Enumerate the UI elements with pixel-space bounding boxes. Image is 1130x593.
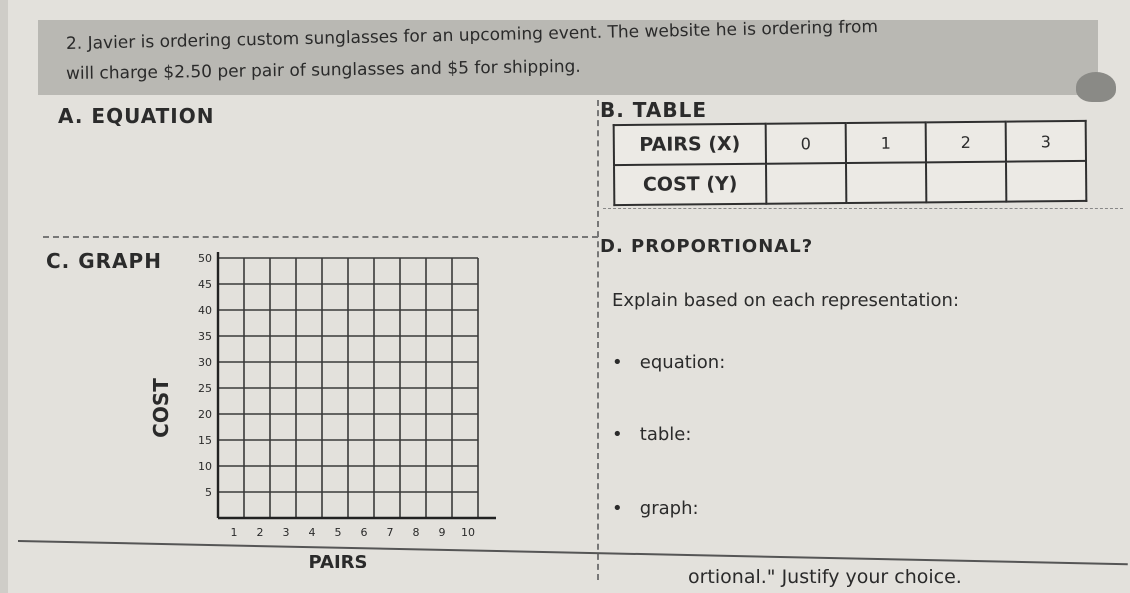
cost-header: COST (Y) [614, 164, 766, 205]
problem-text-line-1: 2. Javier is ordering custom sunglasses for an upcoming event. The website he is ordering from [65, 16, 879, 54]
page-corner-mark [1076, 72, 1116, 102]
x-tick-label: 4 [308, 526, 316, 539]
worksheet [8, 0, 1130, 593]
left-section-divider [43, 236, 598, 238]
y-tick-label: 10 [198, 460, 212, 473]
y-value-cell[interactable] [926, 162, 1006, 203]
table-row [614, 161, 1086, 205]
graph-section-title: C. GRAPH [46, 249, 162, 273]
y-value-cell[interactable] [766, 163, 846, 204]
pairs-header: PAIRS (X) [614, 124, 766, 165]
bullet-equation-label: equation: [639, 352, 726, 373]
x-value-cell: 2 [926, 122, 1006, 163]
bullet-equation: • equation: [612, 352, 726, 373]
x-axis-label: PAIRS [308, 552, 368, 568]
right-section-divider [603, 208, 1123, 209]
bullet-table-label: table: [639, 424, 692, 445]
y-tick-label: 5 [205, 486, 212, 499]
proportional-section-title: D. PROPORTIONAL? [600, 236, 814, 257]
y-tick-label: 45 [198, 278, 212, 291]
values-table [613, 120, 1088, 206]
x-tick-label: 10 [461, 526, 475, 539]
y-tick-label: 25 [198, 382, 212, 395]
y-tick-label: 20 [198, 408, 212, 421]
x-tick-label: 1 [230, 526, 238, 539]
x-tick-label: 2 [256, 526, 264, 539]
y-value-cell[interactable] [1006, 161, 1086, 202]
table-row [614, 121, 1086, 165]
x-value-cell: 0 [766, 123, 846, 164]
y-tick-label: 35 [198, 330, 212, 343]
y-tick-label: 15 [198, 434, 212, 447]
y-tick-label: 50 [198, 252, 212, 265]
x-tick-label: 3 [282, 526, 290, 539]
explain-prompt: Explain based on each representation: [612, 290, 960, 311]
y-tick-label: 40 [198, 304, 212, 317]
footer-instruction: ortional." Justify your choice. [688, 566, 962, 588]
bullet-graph: • graph: [612, 498, 699, 519]
column-divider [597, 100, 599, 580]
problem-text-line-2: will charge $2.50 per pair of sunglasses and $5 for shipping. [65, 56, 581, 84]
graph-grid [148, 248, 508, 568]
x-tick-label: 6 [360, 526, 368, 539]
x-tick-label: 8 [412, 526, 420, 539]
x-tick-label: 7 [386, 526, 394, 539]
bullet-table: • table: [612, 424, 692, 445]
x-value-cell: 3 [1006, 121, 1086, 162]
y-axis-label: COST [149, 378, 173, 438]
bullet-graph-label: graph: [639, 498, 699, 519]
y-value-cell[interactable] [846, 162, 926, 203]
x-tick-label: 5 [334, 526, 342, 539]
x-tick-label: 9 [438, 526, 446, 539]
x-value-cell: 1 [846, 122, 926, 163]
equation-section-title: A. EQUATION [58, 104, 215, 128]
y-tick-label: 30 [198, 356, 212, 369]
table-section-title: B. TABLE [600, 98, 708, 122]
